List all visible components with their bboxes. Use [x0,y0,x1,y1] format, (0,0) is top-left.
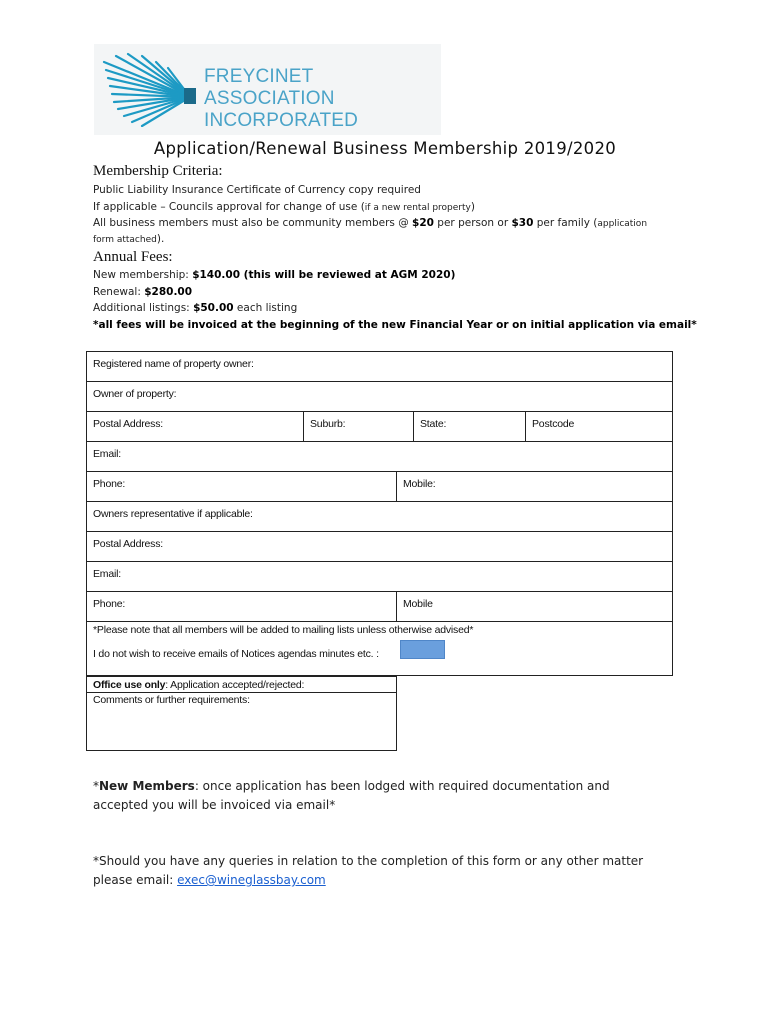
rep-field[interactable]: Owners representative if applicable: [93,508,253,520]
rep-mobile-field[interactable]: Mobile [396,592,672,621]
criteria-line-4-small: form attached [93,235,157,245]
state-field[interactable]: State: [413,412,525,441]
criteria-line-1: Public Liability Insurance Certificate of Currency copy required [93,184,421,196]
new-members-bold: New Members [99,779,195,793]
fee-note-text: *all fees will be invoiced at the beginning of the new Financial Year or on initial application via email* [93,319,697,331]
criteria-line-3-small: application [597,219,648,229]
fee-additional [93,302,297,314]
criteria-line-2-text: If applicable – Councils approval for change of use ( [93,201,365,213]
mailing-row [87,622,672,675]
fee-new-label: New membership: [93,269,193,281]
criteria-heading: Membership Criteria: [93,163,223,179]
logo-line-1: FREYCINET ASSOCIATION [204,66,335,109]
new-members-line-2: accepted you will be invoiced via email* [93,798,336,812]
application-form [86,351,673,676]
grass-tree-icon [102,52,202,127]
optout-label: I do not wish to receive emails of Notices agendas minutes etc. : [93,648,379,660]
suburb-field[interactable]: Suburb: [303,412,413,441]
office-divider [87,692,396,693]
criteria-line-3 [93,217,647,229]
email-row[interactable] [87,442,672,472]
rep-email-row[interactable] [87,562,672,592]
fee-note [93,319,697,331]
fee-additional-suffix: each listing [233,302,298,314]
postcode-field[interactable]: Postcode [525,412,672,441]
rep-phone-row [87,592,672,622]
owner-name-row[interactable] [87,352,672,382]
office-use-text: : Application accepted/rejected: [165,679,305,691]
logo-text [204,66,441,132]
fee-new [93,269,455,281]
criteria-line-4 [93,233,164,245]
rep-row[interactable] [87,502,672,532]
criteria-line-2 [93,201,475,213]
rep-phone-field[interactable]: Phone: [93,598,126,610]
fee-renewal [93,286,192,298]
query-line-1: *Should you have any queries in relation to the completion of this form or any other matter [93,854,644,868]
address-row [87,412,672,442]
person-fee: $20 [412,217,434,229]
fee-additional-value: $50.00 [193,302,234,314]
office-use-box [86,676,397,751]
criteria-line-3-tail: per family ( [533,217,598,229]
fee-renewal-value: $280.00 [144,286,193,298]
logo-line-2: INCORPORATED [204,110,359,131]
new-members-note [93,777,610,815]
page-title: Application/Renewal Business Membership 2019/2020 [153,139,617,158]
email-field[interactable]: Email: [93,448,121,460]
new-members-star: * [93,779,99,793]
owner-field[interactable]: Owner of property: [93,388,177,400]
comments-field[interactable]: Comments or further requirements: [93,694,250,706]
mobile-field[interactable]: Mobile: [396,472,672,501]
fees-heading: Annual Fees: [93,249,173,265]
fee-additional-label: Additional listings: [93,302,194,314]
query-line-2: please email: [93,873,178,887]
optout-checkbox[interactable] [400,640,445,659]
rep-postal-row[interactable] [87,532,672,562]
owner-name-field[interactable]: Registered name of property owner: [93,358,254,370]
criteria-line-3-mid: per person or [433,217,512,229]
rep-email-field[interactable]: Email: [93,568,121,580]
phone-row [87,472,672,502]
postal-address-field[interactable]: Postal Address: [93,418,163,430]
mailing-note: *Please note that all members will be added to mailing lists unless otherwise advised* [93,624,474,636]
association-logo [94,44,441,135]
office-use-label: Office use only [93,679,166,691]
phone-field[interactable]: Phone: [93,478,126,490]
criteria-line-4-end: ). [156,233,165,245]
query-note [93,852,643,890]
fee-renewal-label: Renewal: [93,286,145,298]
owner-row[interactable] [87,382,672,412]
family-fee: $30 [511,217,534,229]
rep-postal-field[interactable]: Postal Address: [93,538,163,550]
office-use-line [93,679,304,691]
criteria-line-2-small: if a new rental property [364,203,471,213]
new-members-line-1: : once application has been lodged with required documentation and [194,779,610,793]
criteria-line-2-end: ) [470,201,475,213]
contact-email-link[interactable]: exec@wineglassbay.com [177,873,326,887]
criteria-line-3-text: All business members must also be community members @ [93,217,413,229]
fee-new-value: $140.00 (this will be reviewed at AGM 2020) [192,269,456,281]
